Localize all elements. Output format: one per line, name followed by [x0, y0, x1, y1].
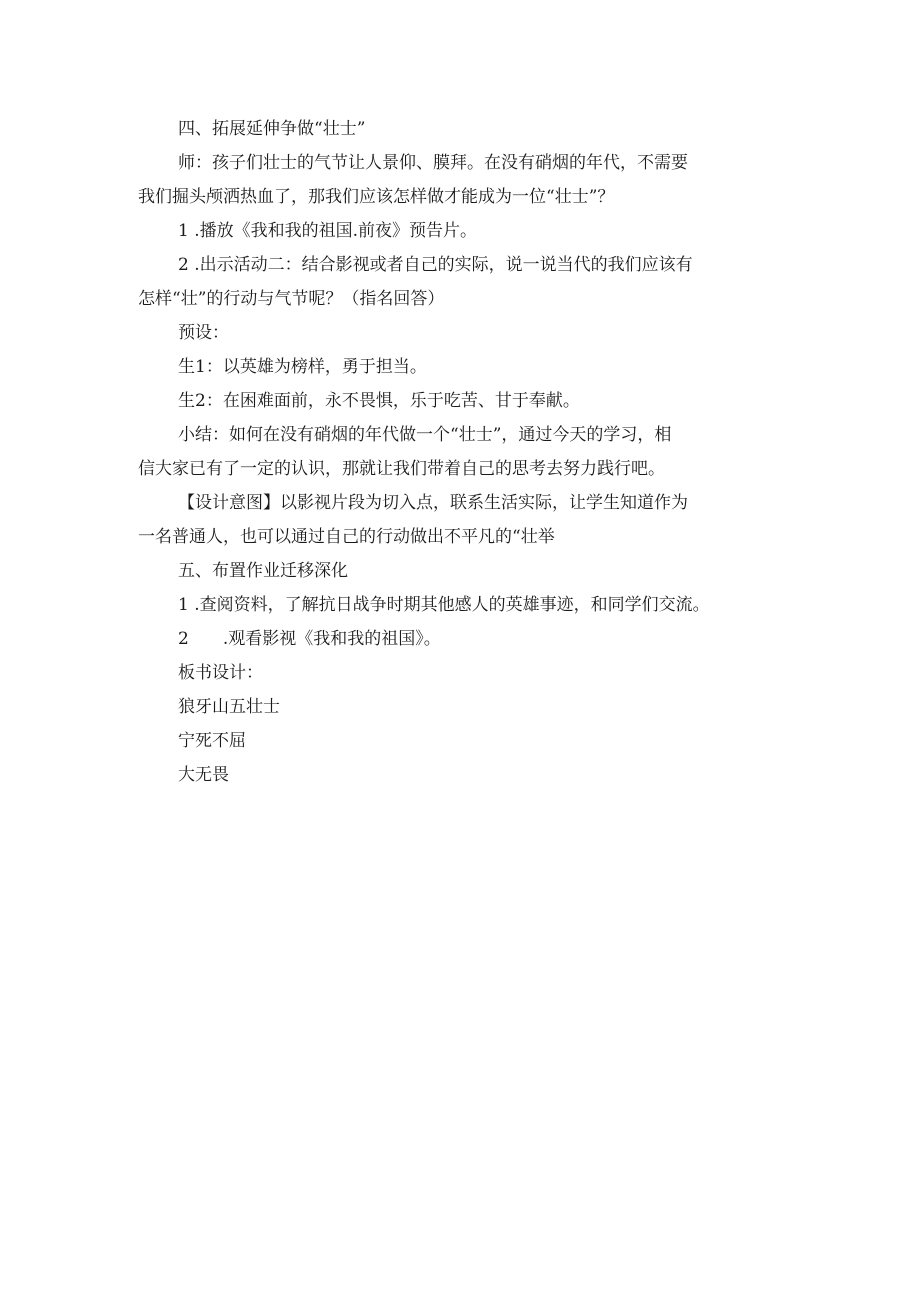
design-intent-line-1: 【设计意图】以影视片段为切入点，联系生活实际，让学生知道作为: [178, 493, 688, 513]
board-item-1: 狼牙山五壮士: [178, 697, 280, 717]
list-item-2-line-2: 怎样“壮”的行动与气节呢？（指名回答）: [138, 289, 445, 309]
homework-item-2-number: 2: [178, 629, 189, 649]
design-intent-line-2: 一名普通人，也可以通过自己的行动做出不平凡的“壮举: [138, 527, 555, 547]
summary-line-1: 小结：如何在没有硝烟的年代做一个“壮士”，通过今天的学习，相: [178, 425, 672, 445]
homework-item-1: 1 .查阅资料，了解抗日战争时期其他感人的英雄事迹，和同学们交流。: [178, 595, 710, 615]
homework-item-2: [138, 622, 790, 656]
homework-item-2-text: .观看影视《我和我的祖国》。: [222, 629, 441, 649]
teacher-paragraph-line-1: 师：孩子们壮士的气节让人景仰、膜拜。在没有硝烟的年代，不需要: [178, 153, 688, 173]
student-answer-2: 生2：在困难面前，永不畏惧，乐于吃苦、甘于奉献。: [178, 391, 580, 411]
list-item-2-line-1: 2 .出示活动二：结合影视或者自己的实际，说一说当代的我们应该有: [178, 255, 693, 275]
document-body: [138, 112, 790, 792]
list-item-1: 1 .播放《我和我的祖国.前夜》预告片。: [178, 221, 478, 241]
preset-label: 预设：: [178, 323, 229, 343]
teacher-paragraph-line-2: 我们掘头颅洒热血了，那我们应该怎样做才能成为一位“壮士”？: [138, 187, 615, 207]
section-heading-4: 四、拓展延伸争做“壮士”: [178, 119, 366, 139]
section-heading-5: 五、布置作业迁移深化: [178, 561, 348, 581]
summary-line-2: 信大家已有了一定的认识，那就让我们带着自己的思考去努力践行吧。: [138, 459, 665, 479]
board-item-2: 宁死不屈: [178, 731, 246, 751]
board-design-label: 板书设计：: [178, 663, 263, 683]
board-item-3: 大无畏: [178, 765, 229, 785]
student-answer-1: 生1：以英雄为榜样，勇于担当。: [178, 357, 427, 377]
